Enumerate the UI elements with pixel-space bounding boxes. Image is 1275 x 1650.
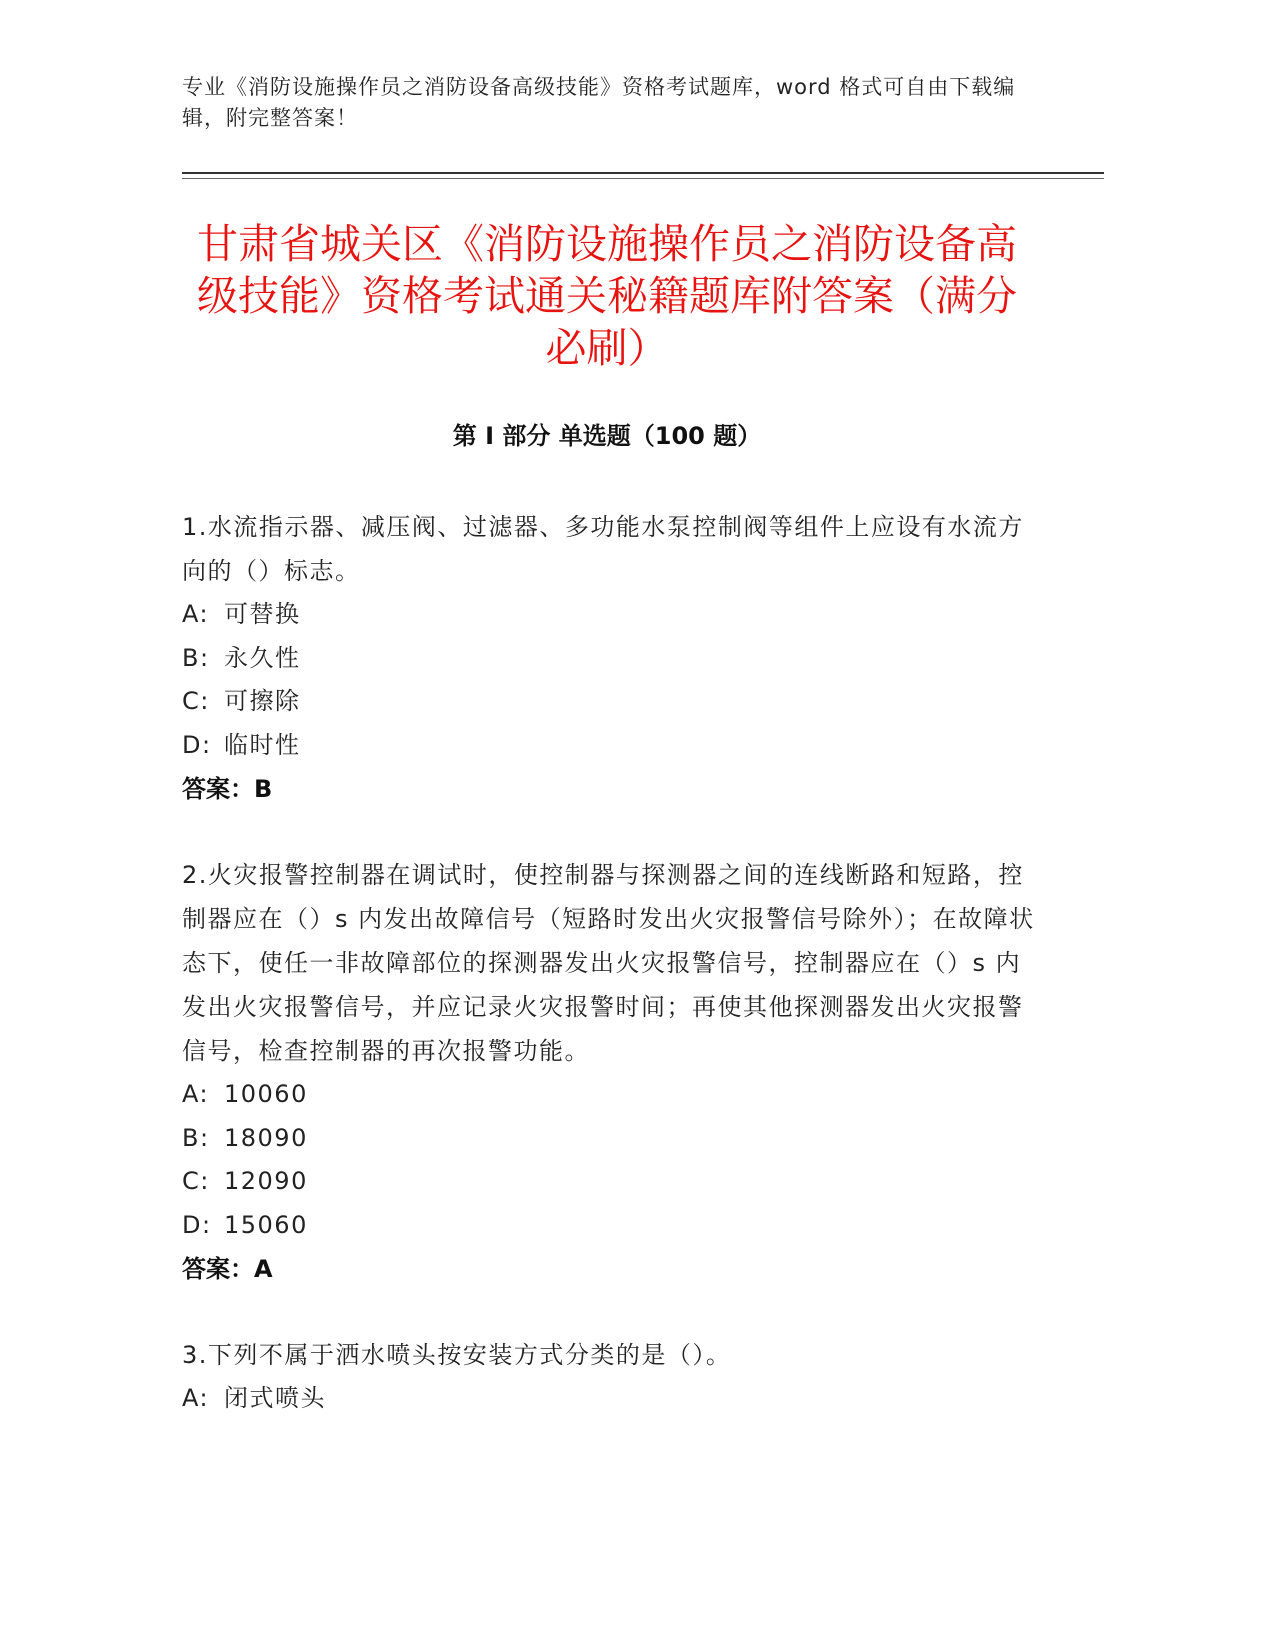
option-b xyxy=(182,637,1042,681)
option-b xyxy=(182,1117,1042,1161)
question-list xyxy=(182,505,1042,1463)
option-key: D: xyxy=(182,1210,212,1239)
option-key: A: xyxy=(182,1080,210,1108)
option-c xyxy=(182,680,1042,724)
option-key: A: xyxy=(182,600,210,628)
option-value: 闭式喷头 xyxy=(224,1384,326,1412)
option-c xyxy=(182,1160,1042,1204)
option-a xyxy=(182,1377,1042,1421)
option-key: C: xyxy=(182,687,210,715)
option-a xyxy=(182,593,1042,637)
document-title: 甘肃省城关区《消防设施操作员之消防设备高级技能》资格考试通关秘籍题库附答案（满分必刷） xyxy=(197,220,1017,372)
option-key: A: xyxy=(182,1384,210,1412)
answer: 答案：B xyxy=(182,775,273,803)
option-value: 永久性 xyxy=(224,643,301,672)
question-1 xyxy=(182,505,1042,811)
option-value: 18090 xyxy=(224,1123,308,1152)
question-2 xyxy=(182,853,1042,1291)
option-key: C: xyxy=(182,1167,210,1195)
option-value: 可擦除 xyxy=(224,687,301,715)
option-value: 10060 xyxy=(224,1080,308,1108)
question-text: 2.火灾报警控制器在调试时，使控制器与探测器之间的连线断路和短路，控制器应在（）s 内发出故障信号（短路时发出火灾报警信号除外）；在故障状态下，使任一非故障部位的探测器发出火灾报警信号，控制器应在（）s 内发出火灾报警信号，并应记录火灾报警时间；再使其他探测器发出火灾报警信号，检查控制器的再次报警功能。 xyxy=(182,861,1035,1065)
answer: 答案：A xyxy=(182,1255,273,1283)
question-text: 1.水流指示器、减压阀、过滤器、多功能水泵控制阀等组件上应设有水流方向的（）标志。 xyxy=(182,513,1024,585)
question-text: 3.下列不属于洒水喷头按安装方式分类的是（）。 xyxy=(182,1341,732,1369)
section-heading: 第 I 部分 单选题（100 题） xyxy=(452,422,762,450)
option-d xyxy=(182,1204,1042,1248)
header-divider-thin xyxy=(182,178,1104,179)
header-note: 专业《消防设施操作员之消防设备高级技能》资格考试题库，word 格式可自由下载编辑，附完整答案！ xyxy=(182,75,1016,130)
option-d xyxy=(182,724,1042,768)
option-value: 临时性 xyxy=(224,730,301,759)
question-3 xyxy=(182,1333,1042,1421)
option-key: B: xyxy=(182,1123,210,1152)
option-key: D: xyxy=(182,730,212,759)
option-key: B: xyxy=(182,643,210,672)
option-value: 可替换 xyxy=(224,600,301,628)
option-value: 12090 xyxy=(224,1167,308,1195)
option-value: 15060 xyxy=(224,1210,308,1239)
option-a xyxy=(182,1073,1042,1117)
header-divider-thick xyxy=(182,172,1104,174)
